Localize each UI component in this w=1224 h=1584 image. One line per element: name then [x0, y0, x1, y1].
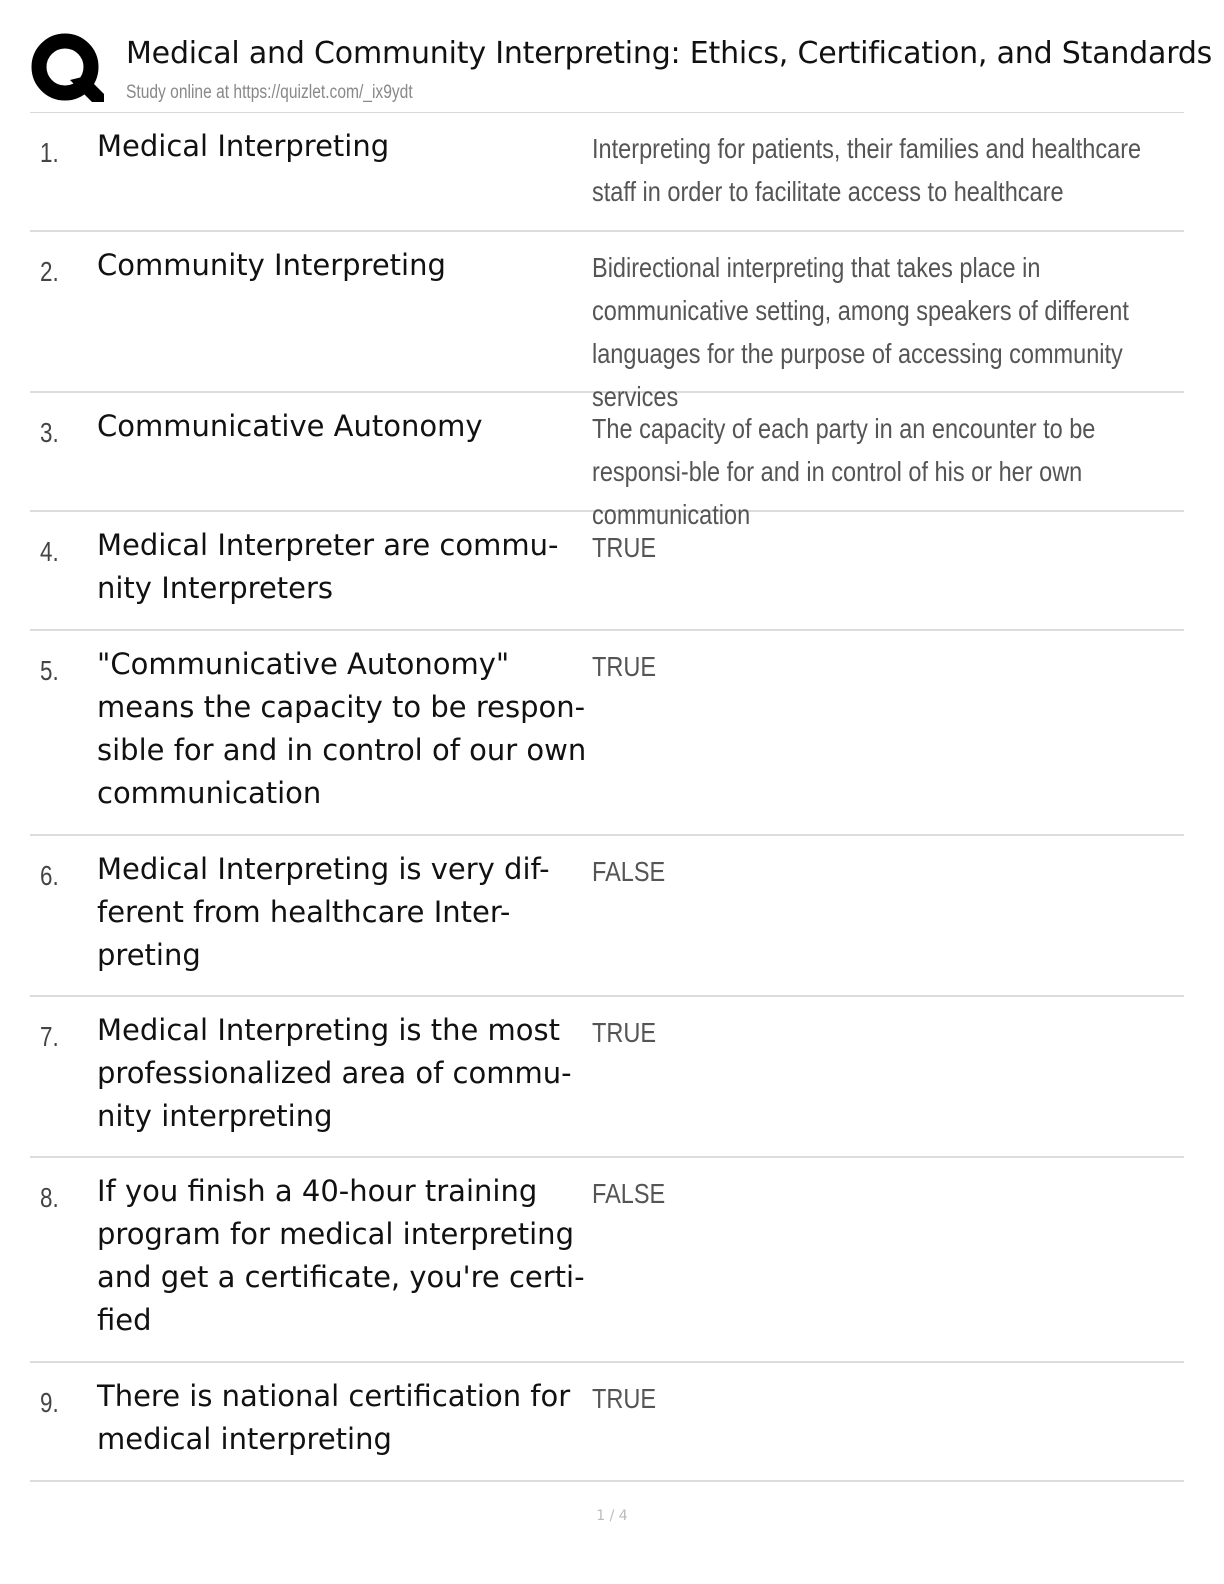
card-number: 7.: [40, 1021, 59, 1052]
card-term: Medical Interpreting is the most professionalized area of commu-nity interpreting: [97, 1013, 572, 1133]
card-row: [30, 631, 1184, 836]
card-definition: [592, 1377, 1088, 1420]
card-definition-text: TRUE: [592, 1017, 657, 1048]
card-definition: [592, 1172, 1088, 1215]
card-definition-text: TRUE: [592, 532, 657, 563]
card-number: 5.: [40, 655, 59, 686]
card-row: [30, 232, 1184, 412]
study-link[interactable]: Study online at https://quizlet.com/_ix9ydt: [126, 82, 413, 103]
card-term: Communicative Autonomy: [97, 409, 483, 443]
card-definition-text: FALSE: [592, 1178, 666, 1209]
card-definition-text: The capacity of each party in an encounter to be responsi-ble for and in control of his or her own communication: [592, 413, 1096, 530]
card-term: Community Interpreting: [97, 248, 446, 282]
card-number: 3.: [40, 417, 59, 448]
card-definition: [592, 526, 1088, 569]
card-definition: [592, 645, 1088, 688]
card-number: 2.: [40, 256, 59, 287]
page-header: [30, 30, 1220, 112]
page-indicator: 1 / 4: [596, 1508, 628, 1524]
card-number: 1.: [40, 137, 59, 168]
page-title: Medical and Community Interpreting: Ethics, Certification, and Standards: [126, 36, 1213, 71]
card-row: [30, 512, 1184, 631]
card-term: Medical Interpreting: [97, 129, 390, 163]
card-row: [30, 1158, 1184, 1363]
card-definition: [592, 1011, 1088, 1054]
card-definition-text: Bidirectional interpreting that takes place in communicative setting, among speakers of different languages for the purpose of accessing community services: [592, 252, 1129, 412]
card-number: 4.: [40, 536, 59, 567]
card-number: 9.: [40, 1387, 59, 1418]
card-term: If you finish a 40-hour training program for medical interpreting and get a certificate, you're certi-fied: [97, 1174, 585, 1337]
card-definition: [592, 850, 1088, 893]
card-definition-text: TRUE: [592, 1383, 657, 1414]
quizlet-logo-icon: [30, 32, 104, 106]
card-term: "Communicative Autonomy" means the capacity to be respon-sible for and in control of our own communication: [97, 647, 587, 810]
card-term: Medical Interpreting is very dif-ferent from healthcare Inter-preting: [97, 852, 550, 972]
card-row: [30, 113, 1184, 232]
card-row: [30, 1363, 1184, 1482]
card-row: [30, 997, 1184, 1158]
card-term: There is national certification for medical interpreting: [97, 1379, 571, 1456]
card-definition-text: FALSE: [592, 856, 666, 887]
card-row: [30, 393, 1184, 530]
card-definition-text: TRUE: [592, 651, 657, 682]
card-list: [30, 113, 1184, 1482]
card-definition-text: Interpreting for patients, their families and healthcare staff in order to facilitate access to healthcare: [592, 133, 1142, 207]
card-definition: [592, 127, 1142, 213]
card-term: Medical Interpreter are commu-nity Interpreters: [97, 528, 559, 605]
card-number: 8.: [40, 1182, 59, 1213]
card-row: [30, 836, 1184, 997]
card-number: 6.: [40, 860, 59, 891]
